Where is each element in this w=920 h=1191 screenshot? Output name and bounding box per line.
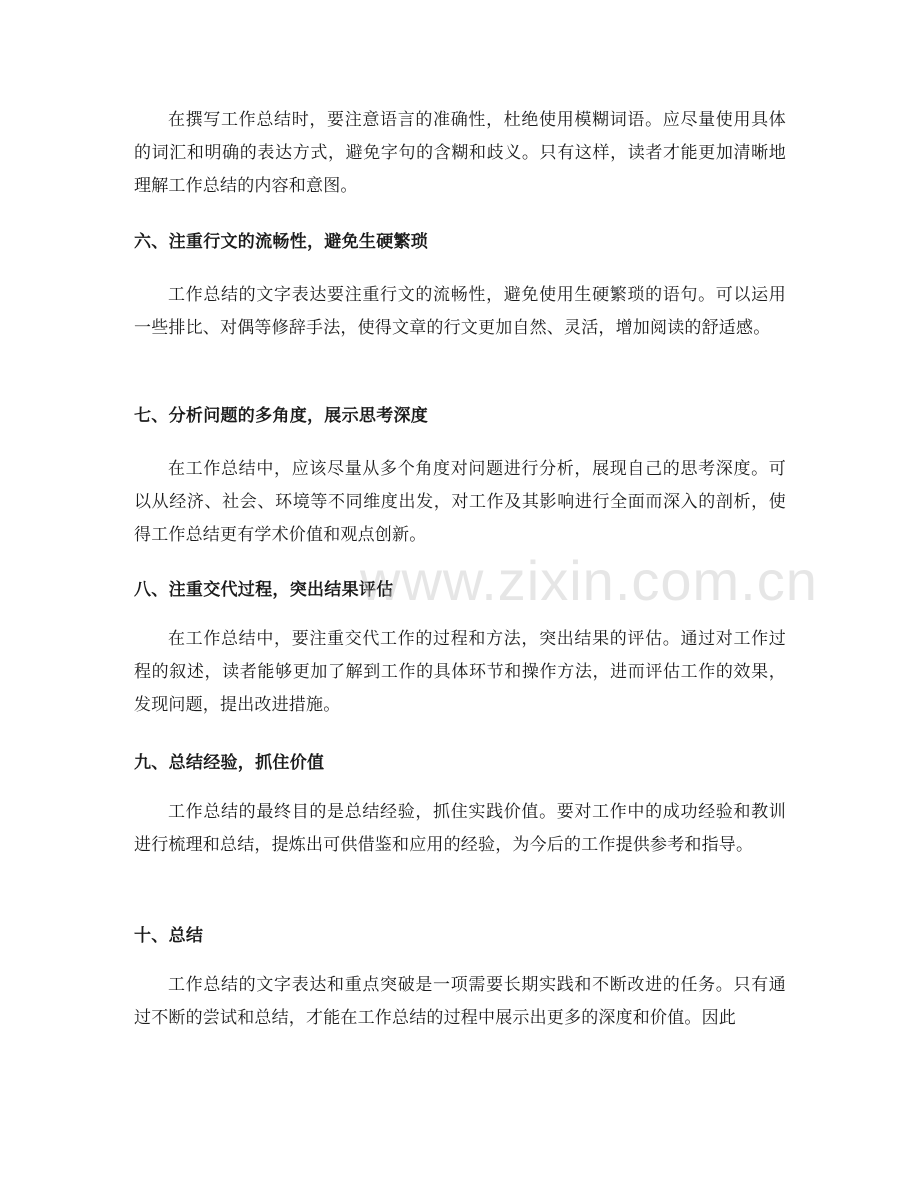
heading-section-9: 九、总结经验，抓住价值 [134,753,325,773]
paragraph-language-accuracy: 在撰写工作总结时，要注意语言的准确性，杜绝使用模糊词语。应尽量使用具体的词汇和明确的表达方式，避免字句的含糊和歧义。只有这样，读者才能更加清晰地理解工作总结的内容和意图。 [134,110,786,196]
paragraph-process: 在工作总结中，要注重交代工作的过程和方法，突出结果的评估。通过对工作过程的叙述，读者能够更加了解到工作的具体环节和操作方法，进而评估工作的效果，发现问题，提出改进措施。 [134,629,786,715]
paragraph-multi-angle: 在工作总结中，应该尽量从多个角度对问题进行分析，展现自己的思考深度。可以从经济、社会、环境等不同维度出发，对工作及其影响进行全面而深入的剖析，使得工作总结更有学术价值和观点创新。 [134,459,786,545]
watermark-text: www.zixin.com.cn [360,549,818,612]
paragraph-summary: 工作总结的文字表达和重点突破是一项需要长期实践和不断改进的任务。只有通过不断的尝试和总结，才能在工作总结的过程中展示出更多的深度和价值。因此 [134,975,786,1028]
heading-section-6: 六、注重行文的流畅性，避免生硬繁琐 [134,232,429,252]
heading-section-7: 七、分析问题的多角度，展示思考深度 [134,406,429,426]
heading-section-10: 十、总结 [134,926,204,946]
paragraph-experience: 工作总结的最终目的是总结经验，抓住实践价值。要对工作中的成功经验和教训进行梳理和总结，提炼出可供借鉴和应用的经验，为今后的工作提供参考和指导。 [134,802,786,855]
paragraph-fluency: 工作总结的文字表达要注重行文的流畅性，避免使用生硬繁琐的语句。可以运用一些排比、对偶等修辞手法，使得文章的行文更加自然、灵活，增加阅读的舒适感。 [134,285,786,338]
heading-section-8: 八、注重交代过程，突出结果评估 [134,580,394,600]
